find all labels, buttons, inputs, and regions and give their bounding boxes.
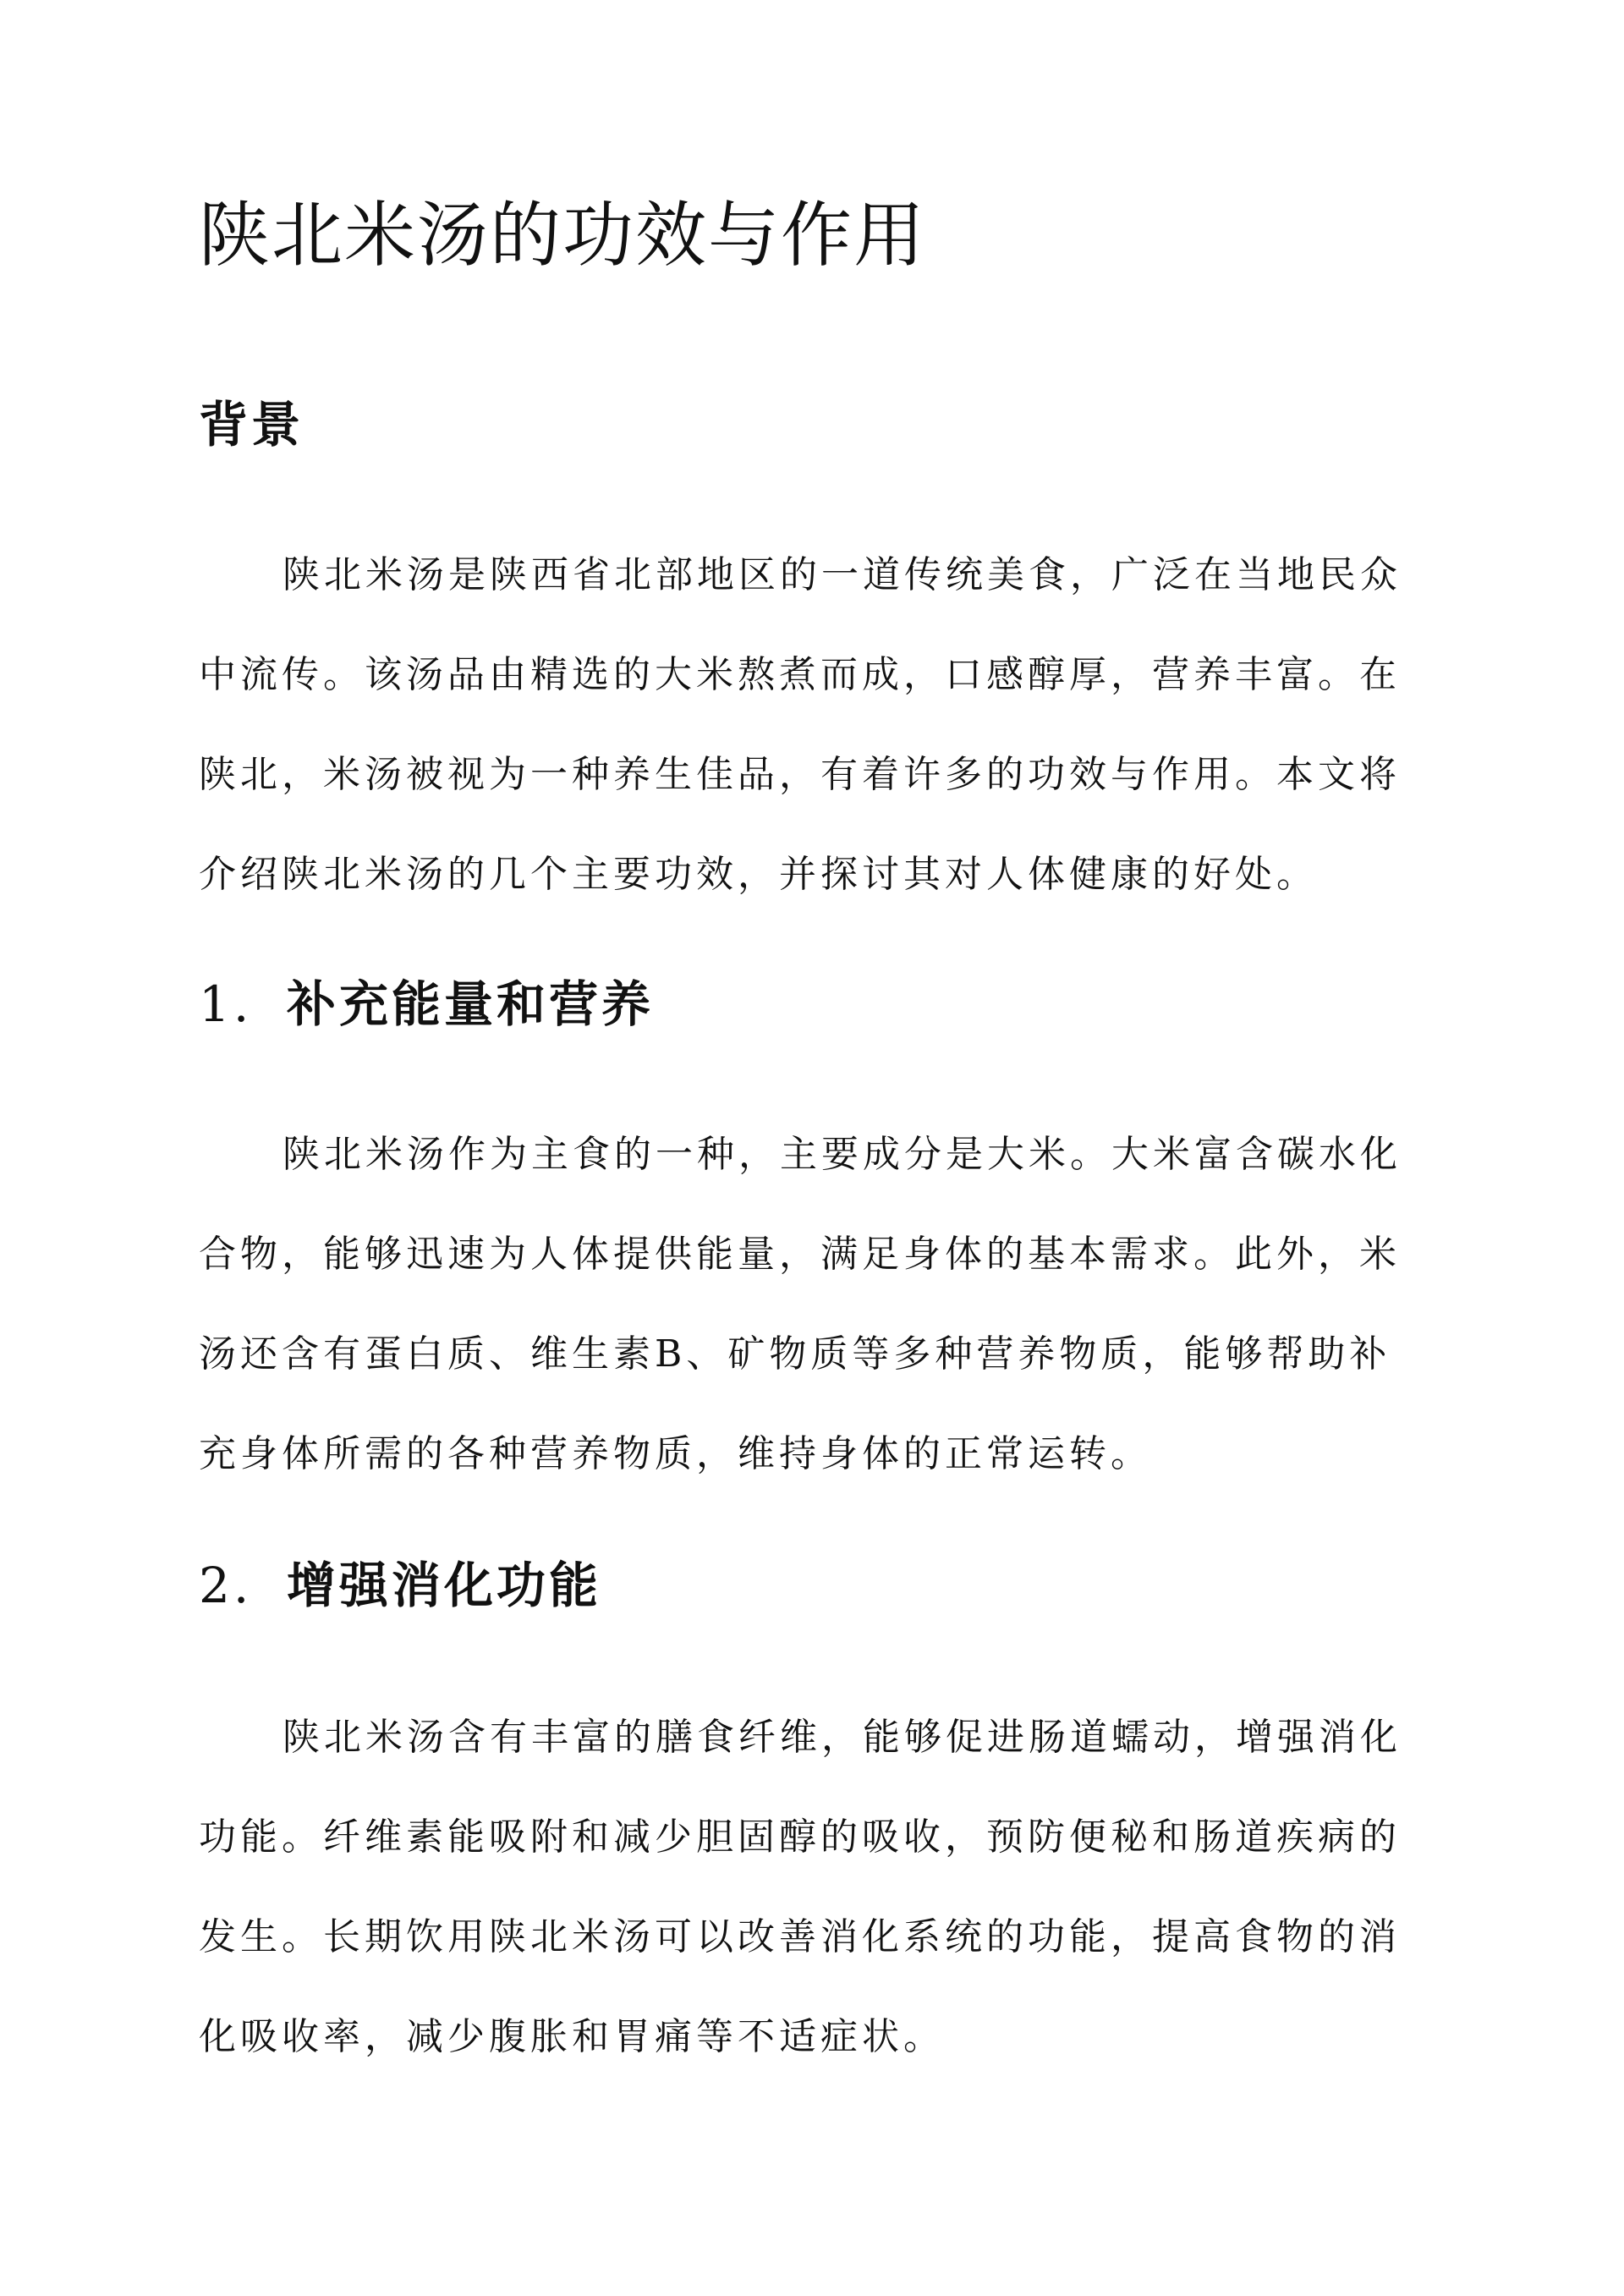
section-paragraph-energy-nutrition (199, 1105, 1434, 1504)
section-heading-digestion (199, 1557, 601, 1616)
paragraph-line: 合物，能够迅速为人体提供能量，满足身体的基本需求。此外，米 (199, 1233, 1401, 1276)
paragraph-line: 介绍陕北米汤的几个主要功效，并探讨其对人体健康的好处。 (199, 853, 1318, 896)
paragraph-line: 化吸收率，减少腹胀和胃痛等不适症状。 (199, 2015, 945, 2058)
paragraph-line: 功能。纤维素能吸附和减少胆固醇的吸收，预防便秘和肠道疾病的 (199, 1815, 1401, 1859)
section-heading-energy-nutrition (199, 975, 654, 1035)
paragraph-line: 陕北米汤含有丰富的膳食纤维，能够促进肠道蠕动，增强消化 (283, 1716, 1402, 1759)
section-heading-text: 增强消化功能 (287, 1557, 602, 1614)
section-heading-background (199, 396, 304, 455)
section-heading-text: 背景 (199, 396, 304, 453)
paragraph-line: 充身体所需的各种营养物质，维持身体的正常运转。 (199, 1432, 1152, 1475)
section-number: 1. (199, 975, 253, 1033)
section-number: 2. (199, 1557, 253, 1614)
section-paragraph-digestion (199, 1688, 1434, 2087)
document-title: 陕北米汤的功效与作用 (199, 194, 927, 277)
paragraph-line: 中流传。该汤品由精选的大米熬煮而成，口感醇厚，营养丰富。在 (199, 653, 1401, 696)
paragraph-line: 陕北，米汤被视为一种养生佳品，有着许多的功效与作用。本文将 (199, 753, 1401, 796)
paragraph-line: 发生。长期饮用陕北米汤可以改善消化系统的功能，提高食物的消 (199, 1915, 1401, 1958)
paragraph-line: 陕北米汤是陕西省北部地区的一道传统美食，广泛在当地民众 (283, 553, 1402, 596)
paragraph-line: 汤还含有蛋白质、维生素B、矿物质等多种营养物质，能够帮助补 (199, 1332, 1391, 1376)
section-paragraph-background (199, 525, 1434, 925)
paragraph-line: 陕北米汤作为主食的一种，主要成分是大米。大米富含碳水化 (283, 1133, 1402, 1176)
section-heading-text: 补充能量和营养 (287, 975, 655, 1033)
